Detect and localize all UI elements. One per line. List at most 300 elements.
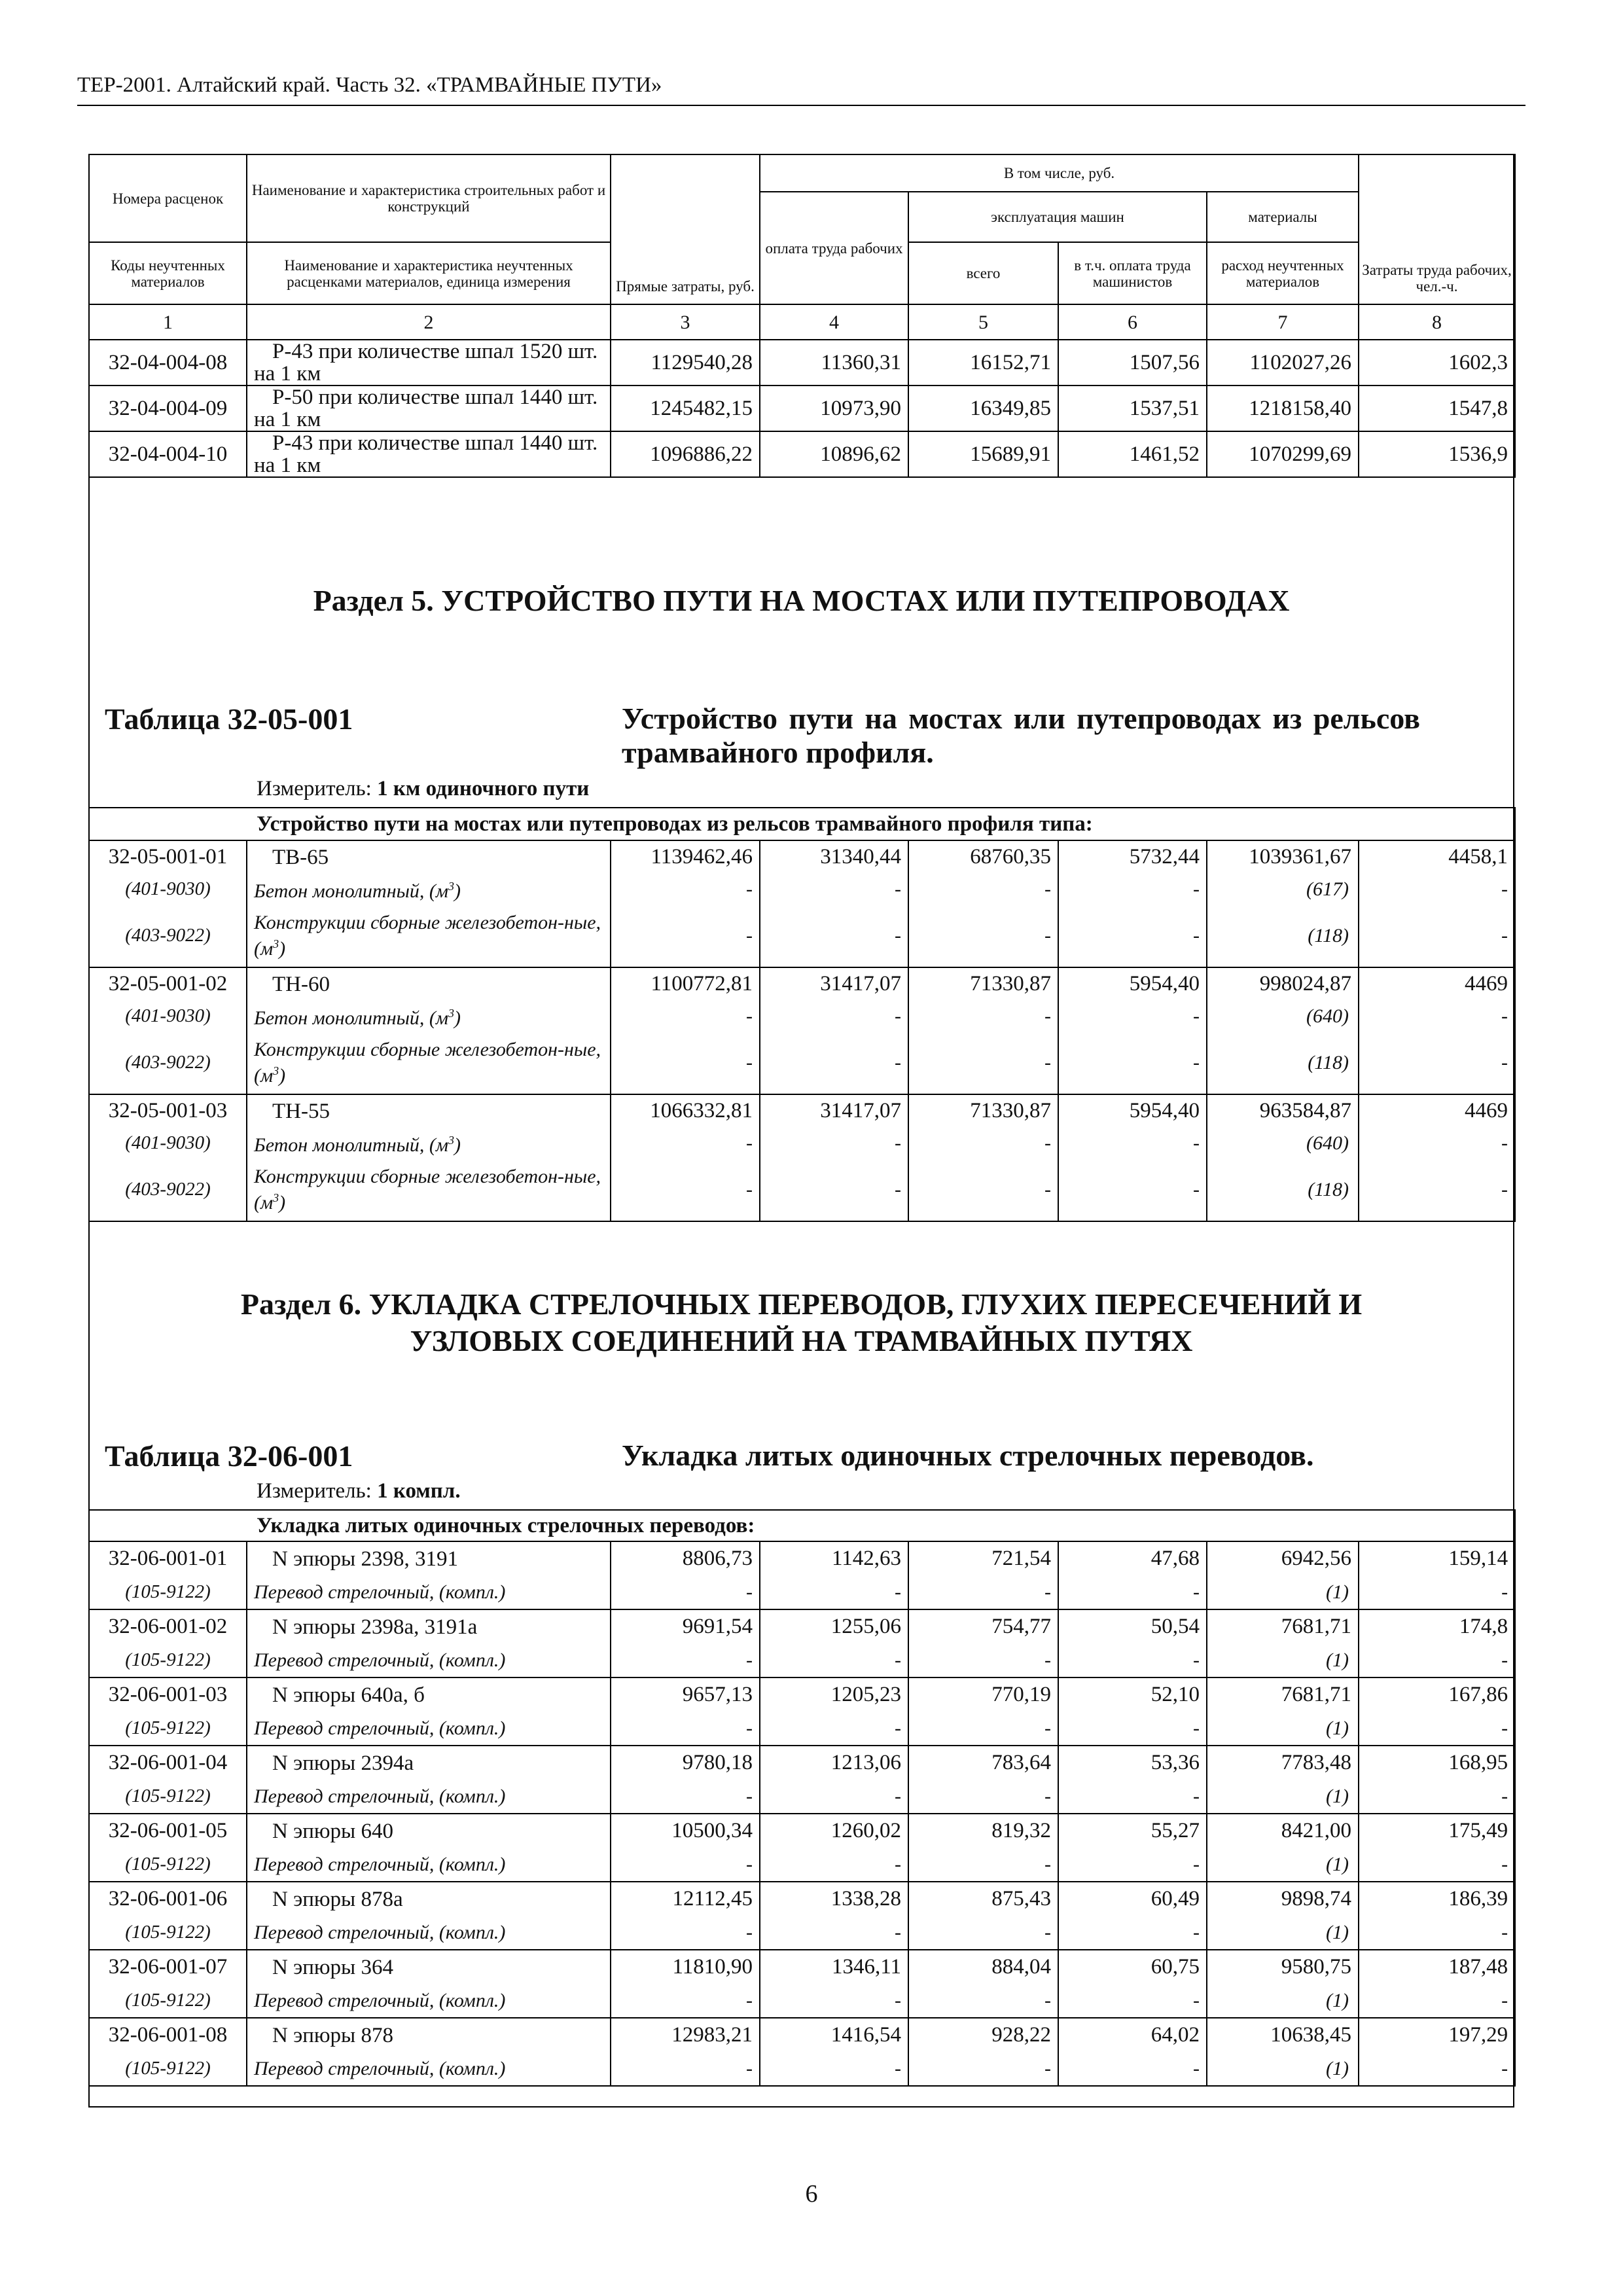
col-number: 6 bbox=[1058, 304, 1207, 340]
hdr-material-name: Наименование и характеристика неучтенных расценками материалов, единица измерения bbox=[247, 242, 611, 304]
dash-cell: - bbox=[760, 1643, 908, 1677]
value-cell: 7681,71 bbox=[1207, 1677, 1359, 1712]
resource-row bbox=[89, 1643, 1515, 1677]
rate-code: 32-06-001-01 bbox=[89, 1541, 247, 1575]
dash-cell: - bbox=[611, 1780, 760, 1814]
value-cell: 4469 bbox=[1359, 967, 1515, 1000]
material-name-text: Перевод стрелочный, (компл.) bbox=[254, 1649, 506, 1671]
dash-cell: - bbox=[1058, 1575, 1207, 1609]
dash-cell: - bbox=[611, 1575, 760, 1609]
material-code: (105-9122) bbox=[89, 1575, 247, 1609]
col-number: 8 bbox=[1359, 304, 1515, 340]
dash-cell: - bbox=[760, 1780, 908, 1814]
dash-cell: - bbox=[611, 1712, 760, 1746]
table-row bbox=[89, 967, 1515, 1000]
dash-cell: - bbox=[611, 1127, 760, 1158]
table-row bbox=[89, 1094, 1515, 1127]
unit-exponent: 3 bbox=[448, 1134, 455, 1147]
value-cell: 1245482,15 bbox=[611, 386, 760, 431]
col-number: 4 bbox=[760, 304, 908, 340]
material-quantity: (640) bbox=[1207, 1127, 1359, 1158]
rate-code: 32-05-001-01 bbox=[89, 840, 247, 873]
subheader-5: Устройство пути на мостах или путепроводах из рельсов трамвайного профиля типа: bbox=[89, 808, 1515, 840]
value-cell: 1218158,40 bbox=[1207, 386, 1359, 431]
value-cell: 1139462,46 bbox=[611, 840, 760, 873]
material-quantity: (1) bbox=[1207, 1575, 1359, 1609]
value-cell: 1142,63 bbox=[760, 1541, 908, 1575]
value-cell: 8421,00 bbox=[1207, 1814, 1359, 1848]
dash-cell: - bbox=[1058, 1031, 1207, 1094]
value-cell: 1255,06 bbox=[760, 1609, 908, 1643]
material-quantity: (640) bbox=[1207, 1000, 1359, 1031]
unit-exponent: 3 bbox=[448, 880, 455, 893]
value-cell: 9580,75 bbox=[1207, 1950, 1359, 1984]
resource-row bbox=[89, 873, 1515, 905]
material-quantity: (1) bbox=[1207, 1848, 1359, 1882]
unit-close: ) bbox=[454, 1007, 461, 1029]
value-cell: 1100772,81 bbox=[611, 967, 760, 1000]
material-quantity: (118) bbox=[1207, 905, 1359, 967]
value-cell: 197,29 bbox=[1359, 2018, 1515, 2052]
value-cell: 963584,87 bbox=[1207, 1094, 1359, 1127]
resource-row bbox=[89, 1916, 1515, 1950]
rate-code: 32-06-001-08 bbox=[89, 2018, 247, 2052]
value-cell: 9780,18 bbox=[611, 1746, 760, 1780]
dash-cell: - bbox=[1359, 1031, 1515, 1094]
dash-cell: - bbox=[908, 873, 1058, 905]
unit-close: ) bbox=[279, 1191, 286, 1213]
material-code: (105-9122) bbox=[89, 1712, 247, 1746]
rate-name: N эпюры 2394а bbox=[247, 1746, 611, 1780]
material-code: (403-9022) bbox=[89, 905, 247, 967]
table-row bbox=[89, 840, 1515, 873]
value-cell: 1416,54 bbox=[760, 2018, 908, 2052]
dash-cell: - bbox=[908, 1916, 1058, 1950]
value-cell: 64,02 bbox=[1058, 2018, 1207, 2052]
rate-name: ТН-60 bbox=[247, 967, 611, 1000]
table-row bbox=[89, 1950, 1515, 1984]
value-cell: 9691,54 bbox=[611, 1609, 760, 1643]
dash-cell: - bbox=[611, 1000, 760, 1031]
material-name-text: Перевод стрелочный, (компл.) bbox=[254, 1581, 506, 1603]
value-cell: 159,14 bbox=[1359, 1541, 1515, 1575]
measure-label: Измеритель: bbox=[257, 777, 372, 800]
material-code: (105-9122) bbox=[89, 1643, 247, 1677]
dash-cell: - bbox=[1058, 1848, 1207, 1882]
material-quantity: (118) bbox=[1207, 1031, 1359, 1094]
unit-exponent: 3 bbox=[273, 937, 279, 950]
rate-code: 32-05-001-03 bbox=[89, 1094, 247, 1127]
material-name-text: Перевод стрелочный, (компл.) bbox=[254, 1853, 506, 1875]
rate-name: Р-50 при количестве шпал 1440 шт. на 1 км bbox=[247, 386, 611, 431]
value-cell: 10896,62 bbox=[760, 431, 908, 477]
dash-cell: - bbox=[1359, 1780, 1515, 1814]
value-cell: 31340,44 bbox=[760, 840, 908, 873]
value-cell: 11810,90 bbox=[611, 1950, 760, 1984]
dash-cell: - bbox=[908, 1712, 1058, 1746]
material-name bbox=[247, 1848, 611, 1882]
material-code: (403-9022) bbox=[89, 1158, 247, 1221]
material-name bbox=[247, 1984, 611, 2018]
col-number: 2 bbox=[247, 304, 611, 340]
value-cell: 5954,40 bbox=[1058, 1094, 1207, 1127]
table-row bbox=[89, 2018, 1515, 2052]
value-cell: 754,77 bbox=[908, 1609, 1058, 1643]
rate-code: 32-05-001-02 bbox=[89, 967, 247, 1000]
dash-cell: - bbox=[1359, 1916, 1515, 1950]
resource-row bbox=[89, 1127, 1515, 1158]
table-32-05-001-description: Устройство пути на мостах или путепроводах из рельсов трамвайного профиля. bbox=[622, 702, 1420, 769]
value-cell: 60,75 bbox=[1058, 1950, 1207, 1984]
rate-code: 32-06-001-06 bbox=[89, 1882, 247, 1916]
value-cell: 175,49 bbox=[1359, 1814, 1515, 1848]
material-code: (105-9122) bbox=[89, 1916, 247, 1950]
dash-cell: - bbox=[760, 1848, 908, 1882]
value-cell: 7783,48 bbox=[1207, 1746, 1359, 1780]
dash-cell: - bbox=[611, 873, 760, 905]
material-name-text: Бетон монолитный, (м bbox=[254, 1134, 449, 1156]
material-code: (105-9122) bbox=[89, 1984, 247, 2018]
dash-cell: - bbox=[1058, 1916, 1207, 1950]
value-cell: 71330,87 bbox=[908, 967, 1058, 1000]
value-cell: 1129540,28 bbox=[611, 340, 760, 386]
hdr-machines: эксплуатация машин bbox=[908, 192, 1207, 242]
material-quantity: (1) bbox=[1207, 1712, 1359, 1746]
value-cell: 7681,71 bbox=[1207, 1609, 1359, 1643]
material-name bbox=[247, 1643, 611, 1677]
rate-name: N эпюры 878а bbox=[247, 1882, 611, 1916]
dash-cell: - bbox=[1359, 1158, 1515, 1221]
dash-cell: - bbox=[760, 1158, 908, 1221]
material-name-text: Перевод стрелочный, (компл.) bbox=[254, 1989, 506, 2011]
dash-cell: - bbox=[908, 1158, 1058, 1221]
dash-cell: - bbox=[760, 873, 908, 905]
value-cell: 71330,87 bbox=[908, 1094, 1058, 1127]
material-quantity: (1) bbox=[1207, 1916, 1359, 1950]
dash-cell: - bbox=[1058, 1780, 1207, 1814]
dash-cell: - bbox=[760, 1031, 908, 1094]
value-cell: 15689,91 bbox=[908, 431, 1058, 477]
rate-name: ТВ-65 bbox=[247, 840, 611, 873]
rate-code: 32-06-001-03 bbox=[89, 1677, 247, 1712]
material-code: (401-9030) bbox=[89, 1000, 247, 1031]
rate-name: N эпюры 364 bbox=[247, 1950, 611, 1984]
material-code: (105-9122) bbox=[89, 2052, 247, 2086]
value-cell: 928,22 bbox=[908, 2018, 1058, 2052]
value-cell: 12983,21 bbox=[611, 2018, 760, 2052]
value-cell: 68760,35 bbox=[908, 840, 1058, 873]
rate-code: 32-04-004-08 bbox=[89, 340, 247, 386]
section-6-title-line-1: Раздел 6. УКЛАДКА СТРЕЛОЧНЫХ ПЕРЕВОДОВ, ГЛУХИХ ПЕРЕСЕЧЕНИЙ И bbox=[240, 1287, 1363, 1321]
table-row bbox=[89, 1541, 1515, 1575]
dash-cell: - bbox=[611, 2052, 760, 2086]
resource-row bbox=[89, 1575, 1515, 1609]
dash-cell: - bbox=[611, 1158, 760, 1221]
value-cell: 10638,45 bbox=[1207, 2018, 1359, 2052]
material-name bbox=[247, 1000, 611, 1031]
value-cell: 52,10 bbox=[1058, 1677, 1207, 1712]
value-cell: 875,43 bbox=[908, 1882, 1058, 1916]
resource-row bbox=[89, 905, 1515, 967]
value-cell: 1039361,67 bbox=[1207, 840, 1359, 873]
dash-cell: - bbox=[611, 905, 760, 967]
dash-cell: - bbox=[1359, 873, 1515, 905]
dash-cell: - bbox=[1058, 1984, 1207, 2018]
dash-cell: - bbox=[908, 905, 1058, 967]
resource-row bbox=[89, 1712, 1515, 1746]
value-cell: 1536,9 bbox=[1359, 431, 1515, 477]
value-cell: 10500,34 bbox=[611, 1814, 760, 1848]
resource-row bbox=[89, 1780, 1515, 1814]
table-row bbox=[89, 1746, 1515, 1780]
unit-exponent: 3 bbox=[273, 1064, 279, 1077]
col-number: 1 bbox=[89, 304, 247, 340]
hdr-labor-pay: оплата труда рабочих bbox=[760, 192, 908, 304]
hdr-rate-numbers: Номера расценок bbox=[89, 154, 247, 242]
dash-cell: - bbox=[760, 905, 908, 967]
value-cell: 50,54 bbox=[1058, 1609, 1207, 1643]
dash-cell: - bbox=[611, 1848, 760, 1882]
rate-name: ТН-55 bbox=[247, 1094, 611, 1127]
dash-cell: - bbox=[1058, 1712, 1207, 1746]
material-name bbox=[247, 1158, 611, 1221]
col-number: 5 bbox=[908, 304, 1058, 340]
table-32-06-001-id: Таблица 32-06-001 bbox=[105, 1439, 353, 1473]
material-name bbox=[247, 1127, 611, 1158]
value-cell: 9898,74 bbox=[1207, 1882, 1359, 1916]
value-cell: 1346,11 bbox=[760, 1950, 908, 1984]
material-name-text: Перевод стрелочный, (компл.) bbox=[254, 2057, 506, 2079]
value-cell: 1507,56 bbox=[1058, 340, 1207, 386]
value-cell: 721,54 bbox=[908, 1541, 1058, 1575]
value-cell: 9657,13 bbox=[611, 1677, 760, 1712]
material-name bbox=[247, 1712, 611, 1746]
value-cell: 1338,28 bbox=[760, 1882, 908, 1916]
rate-code: 32-06-001-05 bbox=[89, 1814, 247, 1848]
value-cell: 8806,73 bbox=[611, 1541, 760, 1575]
material-name bbox=[247, 1916, 611, 1950]
measure-5 bbox=[257, 777, 589, 801]
running-header: ТЕР-2001. Алтайский край. Часть 32. «ТРАМВАЙНЫЕ ПУТИ» bbox=[77, 73, 662, 97]
unit-exponent: 3 bbox=[448, 1007, 455, 1020]
value-cell: 1537,51 bbox=[1058, 386, 1207, 431]
value-cell: 16152,71 bbox=[908, 340, 1058, 386]
dash-cell: - bbox=[611, 1984, 760, 2018]
rate-code: 32-06-001-02 bbox=[89, 1609, 247, 1643]
hdr-work-name: Наименование и характеристика строительных работ и конструкций bbox=[247, 154, 611, 242]
rate-code: 32-06-001-07 bbox=[89, 1950, 247, 1984]
value-cell: 1066332,81 bbox=[611, 1094, 760, 1127]
rate-name: N эпюры 2398а, 3191а bbox=[247, 1609, 611, 1643]
value-cell: 186,39 bbox=[1359, 1882, 1515, 1916]
material-name bbox=[247, 2052, 611, 2086]
unit-exponent: 3 bbox=[273, 1191, 279, 1204]
material-code: (105-9122) bbox=[89, 1780, 247, 1814]
value-cell: 167,86 bbox=[1359, 1677, 1515, 1712]
subheader-6: Укладка литых одиночных стрелочных переводов: bbox=[89, 1510, 1515, 1541]
material-name bbox=[247, 1780, 611, 1814]
value-cell: 1602,3 bbox=[1359, 340, 1515, 386]
hdr-materials: материалы bbox=[1207, 192, 1359, 242]
dash-cell: - bbox=[760, 1916, 908, 1950]
material-name bbox=[247, 873, 611, 905]
dash-cell: - bbox=[1058, 1000, 1207, 1031]
material-name-text: Конструкции сборные железобетон-ные, (м bbox=[254, 911, 601, 960]
header-rule bbox=[77, 105, 1525, 106]
value-cell: 187,48 bbox=[1359, 1950, 1515, 1984]
dash-cell: - bbox=[760, 2052, 908, 2086]
value-cell: 1205,23 bbox=[760, 1677, 908, 1712]
material-quantity: (1) bbox=[1207, 2052, 1359, 2086]
material-code: (403-9022) bbox=[89, 1031, 247, 1094]
value-cell: 31417,07 bbox=[760, 1094, 908, 1127]
value-cell: 5954,40 bbox=[1058, 967, 1207, 1000]
material-name-text: Бетон монолитный, (м bbox=[254, 1007, 449, 1029]
column-header-table bbox=[88, 154, 1516, 340]
rate-code: 32-04-004-09 bbox=[89, 386, 247, 431]
dash-cell: - bbox=[1359, 1575, 1515, 1609]
dash-cell: - bbox=[908, 1848, 1058, 1882]
table-32-06-001-description: Укладка литых одиночных стрелочных переводов. bbox=[622, 1439, 1314, 1472]
material-code: (401-9030) bbox=[89, 873, 247, 905]
hdr-including: В том числе, руб. bbox=[760, 154, 1359, 192]
material-name bbox=[247, 1575, 611, 1609]
dash-cell: - bbox=[908, 1984, 1058, 2018]
hdr-material-codes: Коды неучтенных материалов bbox=[89, 242, 247, 304]
measure-label: Измеритель: bbox=[257, 1479, 372, 1503]
material-name-text: Конструкции сборные железобетон-ные, (м bbox=[254, 1038, 601, 1086]
value-cell: 53,36 bbox=[1058, 1746, 1207, 1780]
value-cell: 31417,07 bbox=[760, 967, 908, 1000]
table-row bbox=[89, 1814, 1515, 1848]
dash-cell: - bbox=[1058, 1643, 1207, 1677]
value-cell: 1096886,22 bbox=[611, 431, 760, 477]
material-name-text: Перевод стрелочный, (компл.) bbox=[254, 1717, 506, 1739]
dash-cell: - bbox=[1058, 1158, 1207, 1221]
value-cell: 47,68 bbox=[1058, 1541, 1207, 1575]
material-name-text: Перевод стрелочный, (компл.) bbox=[254, 1921, 506, 1943]
material-quantity: (1) bbox=[1207, 1984, 1359, 2018]
value-cell: 884,04 bbox=[908, 1950, 1058, 1984]
hdr-incl-machinist: в т.ч. оплата труда машинистов bbox=[1058, 242, 1207, 304]
value-cell: 1461,52 bbox=[1058, 431, 1207, 477]
table-row bbox=[89, 1609, 1515, 1643]
dash-cell: - bbox=[908, 1127, 1058, 1158]
dash-cell: - bbox=[1058, 873, 1207, 905]
value-cell: 1547,8 bbox=[1359, 386, 1515, 431]
dash-cell: - bbox=[1359, 1127, 1515, 1158]
value-cell: 1213,06 bbox=[760, 1746, 908, 1780]
dash-cell: - bbox=[908, 2052, 1058, 2086]
dash-cell: - bbox=[1359, 905, 1515, 967]
dash-cell: - bbox=[760, 1712, 908, 1746]
dash-cell: - bbox=[611, 1031, 760, 1094]
dash-cell: - bbox=[1058, 2052, 1207, 2086]
dash-cell: - bbox=[908, 1000, 1058, 1031]
resource-row bbox=[89, 1000, 1515, 1031]
value-cell: 1102027,26 bbox=[1207, 340, 1359, 386]
value-cell: 174,8 bbox=[1359, 1609, 1515, 1643]
dash-cell: - bbox=[1359, 1848, 1515, 1882]
hdr-labor-costs: Затраты труда рабочих, чел.-ч. bbox=[1359, 154, 1515, 304]
rate-name: N эпюры 2398, 3191 bbox=[247, 1541, 611, 1575]
rate-name: Р-43 при количестве шпал 1520 шт. на 1 км bbox=[247, 340, 611, 386]
measure-value: 1 км одиночного пути bbox=[377, 777, 590, 800]
dash-cell: - bbox=[1359, 1000, 1515, 1031]
value-cell: 12112,45 bbox=[611, 1882, 760, 1916]
dash-cell: - bbox=[1058, 905, 1207, 967]
material-name-text: Бетон монолитный, (м bbox=[254, 880, 449, 902]
value-cell: 10973,90 bbox=[760, 386, 908, 431]
dash-cell: - bbox=[760, 1127, 908, 1158]
material-quantity: (118) bbox=[1207, 1158, 1359, 1221]
dash-cell: - bbox=[1359, 1643, 1515, 1677]
dash-cell: - bbox=[908, 1575, 1058, 1609]
dash-cell: - bbox=[1359, 2052, 1515, 2086]
material-name bbox=[247, 905, 611, 967]
table-row bbox=[89, 1882, 1515, 1916]
rate-name: Р-43 при количестве шпал 1440 шт. на 1 км bbox=[247, 431, 611, 477]
value-cell: 4458,1 bbox=[1359, 840, 1515, 873]
value-cell: 6942,56 bbox=[1207, 1541, 1359, 1575]
material-name-text: Перевод стрелочный, (компл.) bbox=[254, 1785, 506, 1807]
unit-close: ) bbox=[279, 937, 286, 960]
value-cell: 4469 bbox=[1359, 1094, 1515, 1127]
col-number: 7 bbox=[1207, 304, 1359, 340]
measure-6 bbox=[257, 1479, 461, 1503]
rate-name: N эпюры 878 bbox=[247, 2018, 611, 2052]
dash-cell: - bbox=[908, 1780, 1058, 1814]
resource-row bbox=[89, 1031, 1515, 1094]
value-cell: 5732,44 bbox=[1058, 840, 1207, 873]
value-cell: 60,49 bbox=[1058, 1882, 1207, 1916]
unit-close: ) bbox=[454, 1134, 461, 1156]
hdr-total: всего bbox=[908, 242, 1058, 304]
material-code: (401-9030) bbox=[89, 1127, 247, 1158]
section-5-title: Раздел 5. УСТРОЙСТВО ПУТИ НА МОСТАХ ИЛИ ПУТЕПРОВОДАХ bbox=[313, 584, 1290, 617]
dash-cell: - bbox=[1359, 1984, 1515, 2018]
resource-row bbox=[89, 1158, 1515, 1221]
material-quantity: (617) bbox=[1207, 873, 1359, 905]
rate-name: N эпюры 640а, б bbox=[247, 1677, 611, 1712]
rates-table-continued bbox=[88, 339, 1516, 478]
value-cell: 16349,85 bbox=[908, 386, 1058, 431]
material-quantity: (1) bbox=[1207, 1643, 1359, 1677]
dash-cell: - bbox=[760, 1575, 908, 1609]
table-row bbox=[89, 431, 1515, 477]
page-number: 6 bbox=[805, 2180, 818, 2208]
measure-value: 1 компл. bbox=[377, 1479, 461, 1503]
table-row bbox=[89, 386, 1515, 431]
table-32-05-001-id: Таблица 32-05-001 bbox=[105, 702, 353, 736]
material-name-text: Конструкции сборные железобетон-ные, (м bbox=[254, 1165, 601, 1213]
table-row bbox=[89, 1677, 1515, 1712]
unit-close: ) bbox=[454, 880, 461, 902]
table-32-05-001 bbox=[88, 807, 1516, 1222]
table-32-06-001 bbox=[88, 1509, 1516, 2087]
section-6-title-line-2: УЗЛОВЫХ СОЕДИНЕНИЙ НА ТРАМВАЙНЫХ ПУТЯХ bbox=[410, 1324, 1193, 1357]
value-cell: 168,95 bbox=[1359, 1746, 1515, 1780]
hdr-direct-costs: Прямые затраты, руб. bbox=[611, 154, 760, 304]
rate-code: 32-04-004-10 bbox=[89, 431, 247, 477]
rate-code: 32-06-001-04 bbox=[89, 1746, 247, 1780]
hdr-unaccounted-materials: расход неучтенных материалов bbox=[1207, 242, 1359, 304]
dash-cell: - bbox=[908, 1031, 1058, 1094]
dash-cell: - bbox=[760, 1984, 908, 2018]
value-cell: 819,32 bbox=[908, 1814, 1058, 1848]
value-cell: 770,19 bbox=[908, 1677, 1058, 1712]
dash-cell: - bbox=[908, 1643, 1058, 1677]
